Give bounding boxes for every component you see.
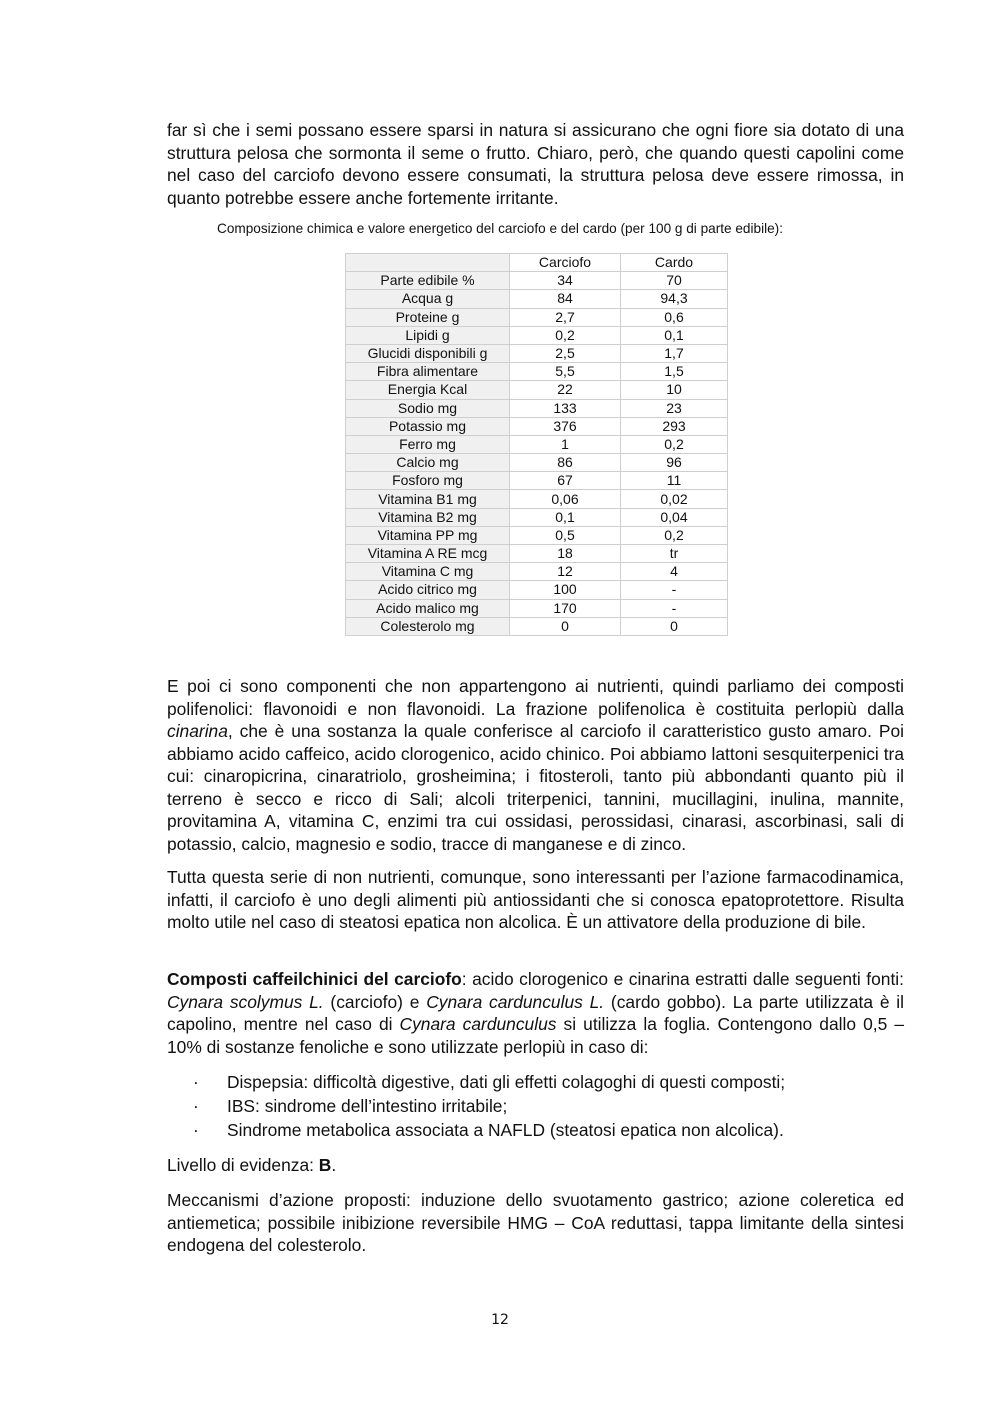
row-label-cell: Vitamina B1 mg: [346, 490, 510, 508]
table-body: [346, 272, 728, 636]
value-cell: 0,1: [621, 326, 728, 344]
bullet-marker: ·: [193, 1120, 199, 1140]
value-cell: 18: [510, 545, 621, 563]
value-cell: 11: [621, 472, 728, 490]
value-cell: 2,5: [510, 344, 621, 362]
list-item-text: Dispepsia: difficoltà digestive, dati gli effetti colagoghi di questi composti;: [227, 1072, 786, 1092]
value-cell: 1,7: [621, 344, 728, 362]
value-cell: 0: [621, 617, 728, 635]
text-span: E poi ci sono componenti che non appartengono ai nutrienti, quindi parliamo dei composti polifenolici: flavonoidi e non flavonoidi. La frazione polifenolica è costituita perlopiù dalla: [167, 676, 904, 719]
text-span: (carciofo) e: [323, 991, 427, 1012]
text-span: .: [331, 1155, 337, 1175]
value-cell: 0,2: [510, 326, 621, 344]
row-label-cell: Colesterolo mg: [346, 617, 510, 635]
value-cell: 4: [621, 563, 728, 581]
row-label-cell: Fibra alimentare: [346, 363, 510, 381]
row-label-cell: Vitamina C mg: [346, 563, 510, 581]
table-row: [346, 472, 728, 490]
table-row: [346, 344, 728, 362]
value-cell: 67: [510, 472, 621, 490]
table-header-cell: Cardo: [621, 254, 728, 272]
value-cell: 0,04: [621, 508, 728, 526]
table-caption: Composizione chimica e valore energetico del carciofo e del cardo (per 100 g di parte edibile):: [217, 221, 783, 236]
evidence-label: Livello di evidenza:: [167, 1155, 319, 1175]
row-label-cell: Proteine g: [346, 308, 510, 326]
value-cell: 0,2: [621, 526, 728, 544]
row-label-cell: Energia Kcal: [346, 381, 510, 399]
evidence-line: [167, 1154, 904, 1177]
table-row: [346, 363, 728, 381]
table-row: [346, 581, 728, 599]
value-cell: 293: [621, 417, 728, 435]
row-label-cell: Fosforo mg: [346, 472, 510, 490]
table-row: [346, 563, 728, 581]
value-cell: 376: [510, 417, 621, 435]
table-header-cell: [346, 254, 510, 272]
value-cell: 1: [510, 435, 621, 453]
list-item: [193, 1118, 903, 1142]
italic-term: Cynara scolymus L.: [167, 991, 324, 1012]
table-row: [346, 326, 728, 344]
mechanisms-paragraph: Meccanismi d’azione proposti: induzione dello svuotamento gastrico; azione coleretica ed antiemetica; possibile inibizione reversibile HMG – CoA reduttasi, tappa limitante della sintesi endogena del colesterolo.: [167, 1190, 904, 1255]
value-cell: 0,5: [510, 526, 621, 544]
row-label-cell: Sodio mg: [346, 399, 510, 417]
bullet-marker: ·: [193, 1096, 199, 1116]
value-cell: 96: [621, 454, 728, 472]
row-label-cell: Vitamina B2 mg: [346, 508, 510, 526]
pharmaco-paragraph: Tutta questa serie di non nutrienti, comunque, sono interessanti per l’azione farmacodinamica, infatti, il carciofo è uno degli alimenti più antiossidanti che si conosca epatoprotettore. Risulta molto utile nel caso di steatosi epatica non alcolica. È un attivatore della produzione di bile.: [167, 867, 904, 932]
italic-term: Cynara cardunculus L.: [426, 991, 605, 1012]
value-cell: 23: [621, 399, 728, 417]
value-cell: -: [621, 599, 728, 617]
row-label-cell: Acqua g: [346, 290, 510, 308]
table-row: [346, 381, 728, 399]
table-row: [346, 290, 728, 308]
value-cell: -: [621, 581, 728, 599]
row-label-cell: Calcio mg: [346, 454, 510, 472]
row-label-cell: Acido malico mg: [346, 599, 510, 617]
value-cell: tr: [621, 545, 728, 563]
italic-term: cinarina: [167, 721, 228, 741]
table-row: [346, 435, 728, 453]
table-header-row: [346, 254, 728, 272]
value-cell: 34: [510, 272, 621, 290]
value-cell: 94,3: [621, 290, 728, 308]
value-cell: 0,6: [621, 308, 728, 326]
caffeoyl-paragraph: [167, 968, 904, 1058]
table-row: [346, 399, 728, 417]
text-span: (cardo gobbo). La parte utilizzata è il capolino, mentre nel caso di: [167, 991, 905, 1034]
value-cell: 0,1: [510, 508, 621, 526]
value-cell: 10: [621, 381, 728, 399]
value-cell: 0,06: [510, 490, 621, 508]
value-cell: 100: [510, 581, 621, 599]
intro-paragraph: far sì che i semi possano essere sparsi in natura si assicurano che ogni fiore sia dotato di una struttura pelosa che sormonta il seme o frutto. Chiaro, però, che quando questi capolini come nel caso del carciofo devono essere consumati, la struttura pelosa deve essere rimossa, in quanto potrebbe essere anche fortemente irritante.: [167, 120, 904, 208]
value-cell: 0,2: [621, 435, 728, 453]
text-span: , che è una sostanza la quale conferisce al carciofo il caratteristico gusto amaro. Poi abbiamo acido caffeico, acido clorogenico, acido chinico. Poi abbiamo lattoni sesquiterpenici tra cui: cinaropicrina, cinaratriolo, grosheimina; i fitosteroli, tanto più abbondanti quanto più il terreno è secco e ricco di Sali; alcoli triterpenici, tannini, mucillagini, inulina, mannite, provitamina A, vitamina C, enzimi tra cui ossidasi, perossidasi, cinarasi, ascorbinasi, sali di potassio, calcio, magnesio e sodio, tracce di manganese e di zinco.: [167, 721, 904, 854]
table-row: [346, 454, 728, 472]
nutrition-table: [345, 253, 728, 636]
row-label-cell: Vitamina A RE mcg: [346, 545, 510, 563]
list-item: [193, 1070, 903, 1094]
value-cell: 2,7: [510, 308, 621, 326]
value-cell: 86: [510, 454, 621, 472]
bullet-list: [193, 1070, 903, 1142]
row-label-cell: Lipidi g: [346, 326, 510, 344]
value-cell: 1,5: [621, 363, 728, 381]
text-span: si utilizza la foglia. Contengono dallo 0,5 – 10% di sostanze fenoliche e sono utilizzate perlopiù in caso di:: [167, 1014, 904, 1057]
value-cell: 0,02: [621, 490, 728, 508]
list-item-text: IBS: sindrome dell’intestino irritabile;: [227, 1096, 508, 1116]
value-cell: 5,5: [510, 363, 621, 381]
table-row: [346, 599, 728, 617]
row-label-cell: Potassio mg: [346, 417, 510, 435]
table-row: [346, 272, 728, 290]
bullet-marker: ·: [193, 1072, 199, 1092]
table-row: [346, 417, 728, 435]
value-cell: 133: [510, 399, 621, 417]
evidence-value: B: [318, 1155, 332, 1175]
table-row: [346, 490, 728, 508]
list-item-text: Sindrome metabolica associata a NAFLD (steatosi epatica non alcolica).: [227, 1120, 784, 1140]
row-label-cell: Glucidi disponibili g: [346, 344, 510, 362]
value-cell: 0: [510, 617, 621, 635]
text-span: : acido clorogenico e cinarina estratti dalle seguenti fonti:: [461, 969, 904, 989]
row-label-cell: Acido citrico mg: [346, 581, 510, 599]
table-row: [346, 526, 728, 544]
table-header-cell: Carciofo: [510, 254, 621, 272]
row-label-cell: Parte edibile %: [346, 272, 510, 290]
page-number: 12: [491, 1312, 509, 1328]
italic-term: Cynara cardunculus: [399, 1014, 557, 1034]
value-cell: 12: [510, 563, 621, 581]
row-label-cell: Ferro mg: [346, 435, 510, 453]
bold-heading: Composti caffeilchinici del carciofo: [167, 969, 462, 989]
value-cell: 22: [510, 381, 621, 399]
value-cell: 70: [621, 272, 728, 290]
value-cell: 84: [510, 290, 621, 308]
table-row: [346, 308, 728, 326]
table-row: [346, 617, 728, 635]
list-item: [193, 1094, 903, 1118]
value-cell: 170: [510, 599, 621, 617]
table-row: [346, 545, 728, 563]
polyphenols-paragraph: [167, 675, 904, 855]
row-label-cell: Vitamina PP mg: [346, 526, 510, 544]
table-row: [346, 508, 728, 526]
